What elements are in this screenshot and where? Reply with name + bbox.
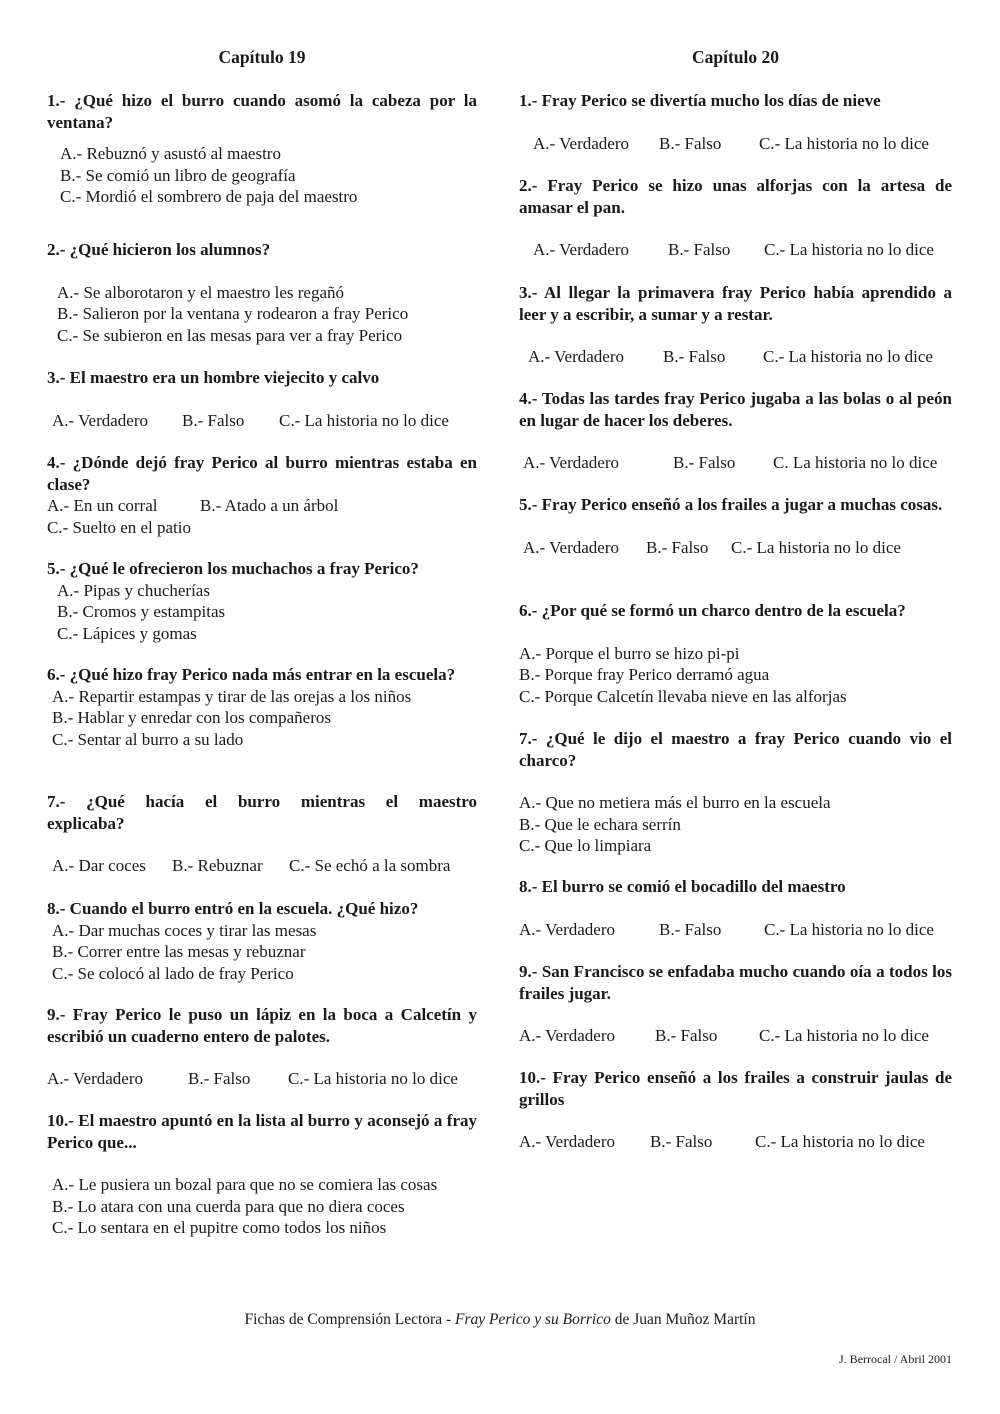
options-list — [47, 282, 477, 347]
chapter-20-title: Capítulo 20 — [691, 47, 780, 67]
option[interactable]: A.- Que no metiera más el burro en la escuela — [519, 793, 831, 812]
options-row — [47, 410, 477, 432]
option[interactable]: A.- Dar coces — [52, 856, 146, 875]
question — [519, 175, 952, 261]
question-text: 7.- ¿Qué hacía el burro mientras el maestro explicaba? — [47, 792, 477, 833]
footer — [0, 1311, 1000, 1329]
options-row — [519, 1131, 952, 1153]
option[interactable]: B.- Falso — [659, 919, 722, 939]
option[interactable]: A.- Pipas y chucherías — [57, 580, 210, 600]
question — [47, 898, 477, 984]
question-text: 2.- Fray Perico se hizo unas alforjas con la artesa de amasar el pan. — [519, 176, 952, 217]
options-list — [47, 920, 477, 985]
options-list — [47, 143, 477, 208]
option[interactable]: C.- Lo sentara en el pupitre como todos los niños — [52, 1218, 387, 1237]
options-row — [519, 452, 952, 474]
question — [47, 367, 477, 431]
option[interactable]: A.- Verdadero — [519, 919, 615, 939]
question-text: 1.- Fray Perico se divertía mucho los días de nieve — [519, 91, 881, 110]
option[interactable]: B.- Correr entre las mesas y rebuznar — [52, 942, 306, 961]
option[interactable]: A.- Verdadero — [519, 1132, 615, 1151]
question — [519, 90, 952, 154]
question-text: 8.- El burro se comió el bocadillo del maestro — [519, 877, 846, 896]
options-list — [47, 1174, 477, 1239]
option[interactable]: C.- Se echó a la sombra — [289, 856, 451, 875]
question — [519, 961, 952, 1047]
question-text: 6.- ¿Qué hizo fray Perico nada más entrar en la escuela? — [47, 665, 456, 684]
question-text: 10.- Fray Perico enseñó a los frailes a construir jaulas de grillos — [519, 1068, 952, 1109]
option[interactable]: B.- Falso — [188, 1069, 251, 1088]
options-list — [47, 686, 477, 751]
option[interactable]: A.- Porque el burro se hizo pi-pi — [519, 643, 740, 663]
option[interactable]: C.- La historia no lo dice — [764, 240, 934, 259]
question — [519, 876, 952, 940]
option[interactable]: B.- Se comió un libro de geografía — [60, 165, 296, 185]
option[interactable]: B.- Falso — [659, 133, 722, 153]
question — [47, 791, 477, 877]
question — [519, 494, 952, 558]
footer-prefix: Fichas de Comprensión Lectora - — [244, 1311, 455, 1328]
options-list — [47, 517, 477, 539]
question — [47, 452, 477, 538]
option[interactable]: A.- Rebuznó y asustó al maestro — [60, 144, 281, 163]
option[interactable]: A.- Le pusiera un bozal para que no se comiera las cosas — [52, 1175, 438, 1194]
option[interactable]: B.- Hablar y enredar con los compañeros — [52, 708, 331, 727]
option[interactable]: C.- Suelto en el patio — [47, 517, 192, 537]
option[interactable]: A.- Repartir estampas y tirar de las orejas a los niños — [52, 686, 412, 706]
option[interactable]: B.- Que le echara serrín — [519, 814, 681, 834]
question — [519, 600, 952, 707]
options-row — [519, 346, 952, 368]
option[interactable]: A.- Verdadero — [523, 453, 619, 472]
option[interactable]: C.- Se colocó al lado de fray Perico — [52, 963, 294, 983]
option[interactable]: B.- Falso — [663, 347, 726, 366]
option[interactable]: A.- Verdadero — [47, 1069, 143, 1088]
options-list — [47, 580, 477, 645]
options-list — [519, 643, 952, 708]
option[interactable]: C.- Se subieron en las mesas para ver a fray Perico — [57, 325, 403, 345]
option[interactable]: B.- Rebuznar — [172, 856, 263, 875]
option[interactable]: C.- Lápices y gomas — [57, 623, 197, 643]
footer-author: de Juan Muñoz Martín — [610, 1311, 756, 1328]
options-row — [519, 239, 952, 261]
options-row — [519, 537, 952, 559]
option[interactable]: C.- La historia no lo dice — [764, 919, 934, 939]
option[interactable]: B.- Porque fray Perico derramó agua — [519, 665, 770, 684]
option[interactable]: C.- La historia no lo dice — [288, 1069, 458, 1088]
chapter-19-title: Capítulo 19 — [218, 47, 306, 67]
option[interactable]: B.- Falso — [668, 240, 731, 259]
option[interactable]: A.- Verdadero — [52, 410, 148, 430]
options-list — [519, 792, 952, 857]
option[interactable]: A.- Verdadero — [533, 133, 629, 153]
option[interactable]: B.- Falso — [182, 410, 245, 430]
question-text: 2.- ¿Qué hicieron los alumnos? — [47, 240, 271, 259]
option[interactable]: C.- La historia no lo dice — [755, 1132, 925, 1151]
question — [519, 1067, 952, 1153]
options-row — [519, 919, 952, 941]
options-row — [47, 495, 477, 517]
question — [47, 239, 477, 346]
option[interactable]: A.- Verdadero — [523, 537, 619, 557]
question-text: 9.- Fray Perico le puso un lápiz en la boca a Calcetín y escribió un cuaderno entero de palotes. — [47, 1005, 477, 1046]
question — [519, 388, 952, 474]
option[interactable]: C.- Que lo limpiara — [519, 836, 652, 855]
options-row — [47, 855, 477, 877]
option[interactable]: B.- Cromos y estampitas — [57, 602, 226, 621]
question — [47, 558, 477, 644]
question-text: 3.- Al llegar la primavera fray Perico había aprendido a leer y a escribir, a sumar y a restar. — [519, 283, 952, 324]
option[interactable]: C. La historia no lo dice — [773, 453, 938, 472]
option[interactable]: B.- Falso — [646, 537, 709, 557]
options-row — [47, 1068, 477, 1090]
book-title: Fray Perico y su Borrico — [455, 1311, 611, 1328]
question-text: 6.- ¿Por qué se formó un charco dentro de la escuela? — [519, 601, 906, 620]
option[interactable]: A.- Se alborotaron y el maestro les regañó — [57, 282, 345, 302]
question-text: 5.- ¿Qué le ofrecieron los muchachos a fray Perico? — [47, 559, 419, 578]
option[interactable]: C.- Porque Calcetín llevaba nieve en las alforjas — [519, 686, 847, 706]
option[interactable]: B.- Falso — [655, 1026, 718, 1045]
question-text: 9.- San Francisco se enfadaba mucho cuando oía a todos los frailes jugar. — [519, 962, 952, 1003]
question-text: 1.- ¿Qué hizo el burro cuando asomó la cabeza por la ventana? — [47, 91, 477, 132]
options-row — [519, 1025, 952, 1047]
option[interactable]: C.- La historia no lo dice — [763, 347, 933, 366]
option[interactable]: C.- Sentar al burro a su lado — [52, 729, 244, 749]
option[interactable]: C.- La historia no lo dice — [759, 1026, 929, 1045]
option[interactable]: B.- Atado a un árbol — [200, 496, 339, 515]
option[interactable]: A.- Verdadero — [533, 240, 629, 259]
option[interactable]: A.- Verdadero — [528, 347, 624, 366]
option[interactable]: B.- Lo atara con una cuerda para que no diera coces — [52, 1196, 405, 1216]
option[interactable]: B.- Salieron por la ventana y rodearon a fray Perico — [57, 304, 409, 323]
question-text: 5.- Fray Perico enseñó a los frailes a jugar a muchas cosas. — [519, 495, 943, 514]
question — [47, 1004, 477, 1090]
question — [47, 1110, 477, 1239]
option[interactable]: A.- Dar muchas coces y tirar las mesas — [52, 920, 317, 940]
option[interactable]: C.- La historia no lo dice — [731, 537, 901, 557]
question — [519, 728, 952, 857]
signature: J. Berrocal / Abril 2001 — [839, 1352, 952, 1366]
option[interactable]: A.- Verdadero — [519, 1026, 615, 1045]
question-text: 7.- ¿Qué le dijo el maestro a fray Perico cuando vio el charco? — [519, 729, 952, 770]
question — [519, 282, 952, 368]
option[interactable]: C.- La historia no lo dice — [759, 133, 929, 153]
option[interactable]: B.- Falso — [650, 1132, 713, 1151]
option[interactable]: C.- Mordió el sombrero de paja del maestro — [60, 187, 358, 206]
question — [47, 664, 477, 750]
option[interactable]: B.- Falso — [673, 453, 736, 472]
question-text: 4.- Todas las tardes fray Perico jugaba a las bolas o al peón en lugar de hacer los deberes. — [519, 389, 952, 430]
options-row — [519, 133, 952, 155]
question-text: 4.- ¿Dónde dejó fray Perico al burro mientras estaba en clase? — [47, 453, 477, 494]
question — [47, 90, 477, 208]
question-text: 10.- El maestro apuntó en la lista al burro y aconsejó a fray Perico que... — [47, 1111, 477, 1152]
question-text: 3.- El maestro era un hombre viejecito y calvo — [47, 368, 380, 387]
question-text: 8.- Cuando el burro entró en la escuela. ¿Qué hizo? — [47, 899, 419, 918]
option[interactable]: C.- La historia no lo dice — [279, 410, 449, 430]
option[interactable]: A.- En un corral — [47, 496, 158, 515]
